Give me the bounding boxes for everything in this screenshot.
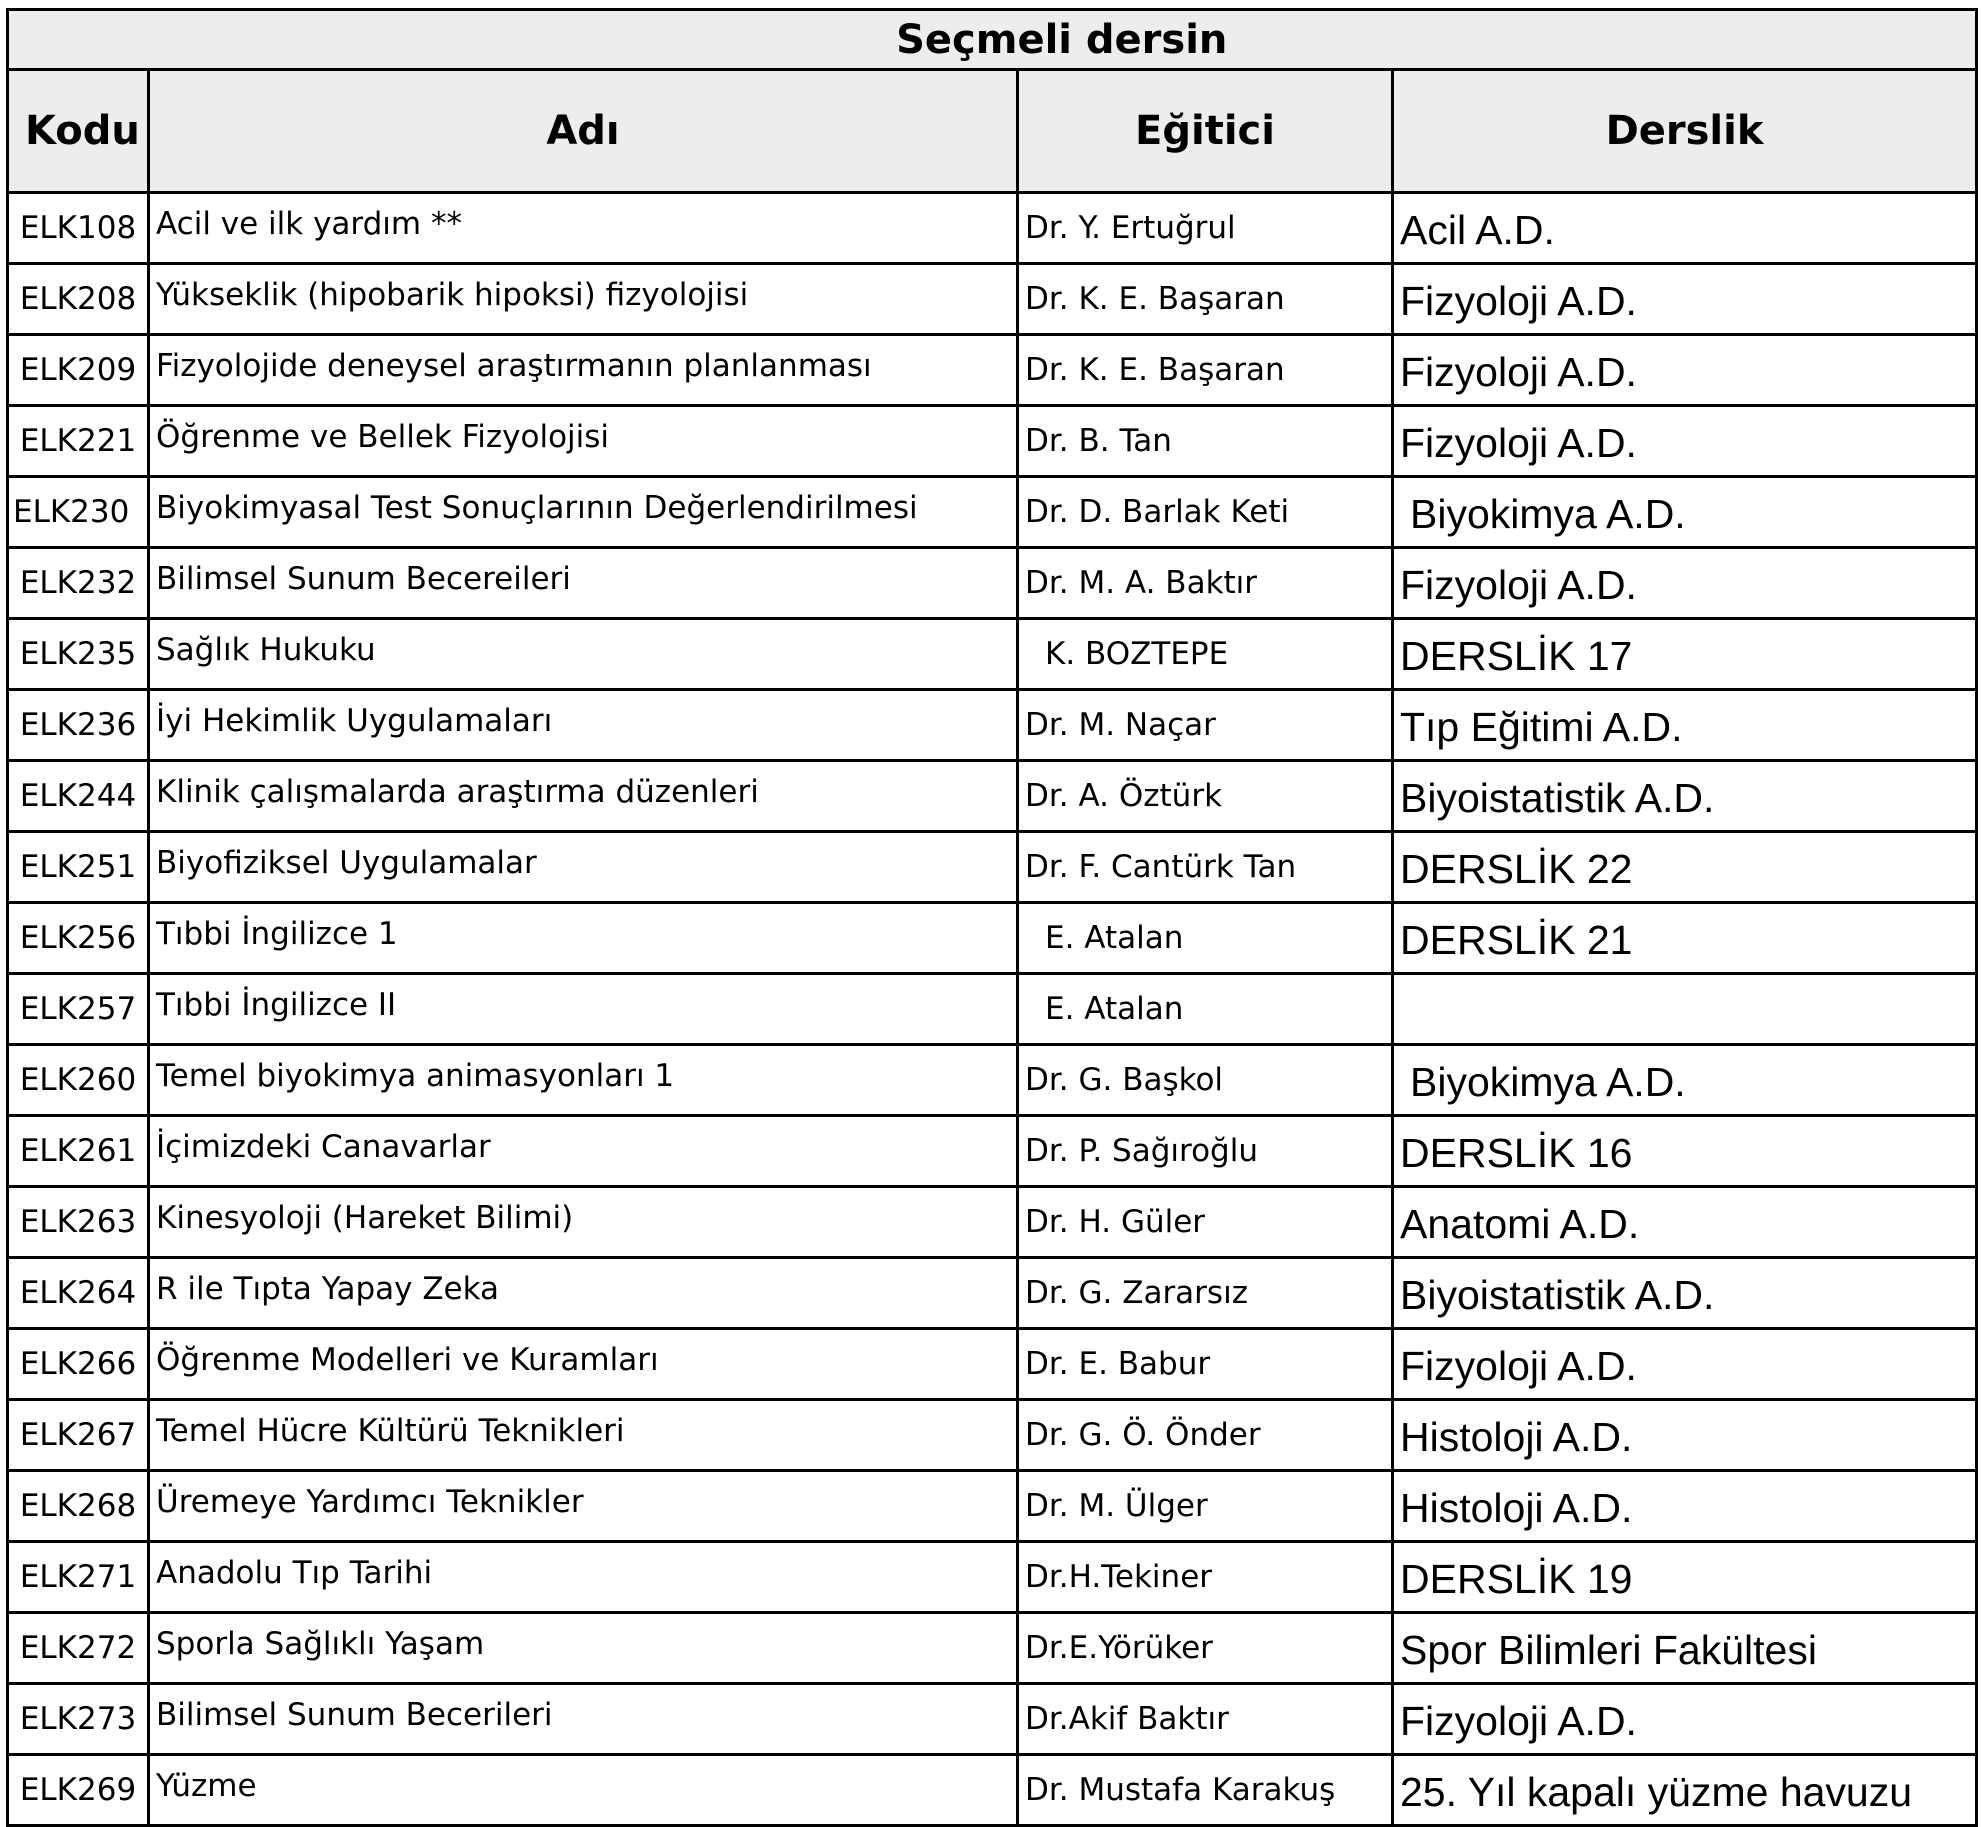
- course-name-cell: İçimizdeki Canavarlar: [149, 1116, 1018, 1187]
- course-teacher-cell: Dr. G. Ö. Önder: [1018, 1400, 1393, 1471]
- course-name-cell: Temel biyokimya animasyonları 1: [149, 1045, 1018, 1116]
- course-teacher-cell: Dr. K. E. Başaran: [1018, 335, 1393, 406]
- course-name-cell: Fizyolojide deneysel araştırmanın planlanması: [149, 335, 1018, 406]
- table-header-row: [8, 70, 1977, 193]
- table-row: [8, 974, 1977, 1045]
- course-room-cell: Fizyoloji A.D.: [1393, 1329, 1977, 1400]
- table-row: [8, 1045, 1977, 1116]
- table-row: [8, 619, 1977, 690]
- course-teacher-cell: E. Atalan: [1018, 974, 1393, 1045]
- table-title-row: [8, 10, 1977, 70]
- course-code-cell: ELK271: [8, 1542, 149, 1613]
- course-code-cell: ELK273: [8, 1684, 149, 1755]
- table-row: [8, 1542, 1977, 1613]
- table-row: [8, 761, 1977, 832]
- course-teacher-cell: Dr. M. Naçar: [1018, 690, 1393, 761]
- course-teacher-cell: Dr. E. Babur: [1018, 1329, 1393, 1400]
- course-name-cell: Sağlık Hukuku: [149, 619, 1018, 690]
- course-name-cell: Acil ve ilk yardım **: [149, 193, 1018, 264]
- course-name-cell: Öğrenme Modelleri ve Kuramları: [149, 1329, 1018, 1400]
- course-teacher-cell: Dr.E.Yörüker: [1018, 1613, 1393, 1684]
- course-code-cell: ELK264: [8, 1258, 149, 1329]
- course-name-cell: Biyokimyasal Test Sonuçlarının Değerlendirilmesi: [149, 477, 1018, 548]
- course-room-cell: Anatomi A.D.: [1393, 1187, 1977, 1258]
- table-row: [8, 1329, 1977, 1400]
- course-name-cell: Biyofiziksel Uygulamalar: [149, 832, 1018, 903]
- course-teacher-cell: E. Atalan: [1018, 903, 1393, 974]
- course-room-cell: Fizyoloji A.D.: [1393, 1684, 1977, 1755]
- course-name-cell: Kinesyoloji (Hareket Bilimi): [149, 1187, 1018, 1258]
- table-row: [8, 1471, 1977, 1542]
- course-name-cell: Öğrenme ve Bellek Fizyolojisi: [149, 406, 1018, 477]
- table-body: [8, 193, 1977, 1826]
- course-room-cell: DERSLİK 19: [1393, 1542, 1977, 1613]
- course-teacher-cell: Dr.Akif Baktır: [1018, 1684, 1393, 1755]
- table-row: [8, 903, 1977, 974]
- table-row: [8, 1187, 1977, 1258]
- table-row: [8, 832, 1977, 903]
- course-room-cell: DERSLİK 16: [1393, 1116, 1977, 1187]
- table-row: [8, 690, 1977, 761]
- course-name-cell: R ile Tıpta Yapay Zeka: [149, 1258, 1018, 1329]
- course-teacher-cell: Dr. P. Sağıroğlu: [1018, 1116, 1393, 1187]
- course-name-cell: Klinik çalışmalarda araştırma düzenleri: [149, 761, 1018, 832]
- course-teacher-cell: Dr. G. Başkol: [1018, 1045, 1393, 1116]
- course-room-cell: Histoloji A.D.: [1393, 1471, 1977, 1542]
- course-room-cell: DERSLİK 22: [1393, 832, 1977, 903]
- course-code-cell: ELK244: [8, 761, 149, 832]
- course-code-cell: ELK267: [8, 1400, 149, 1471]
- header-teacher: Eğitici: [1018, 70, 1393, 193]
- course-code-cell: ELK251: [8, 832, 149, 903]
- course-room-cell: Fizyoloji A.D.: [1393, 548, 1977, 619]
- table-row: [8, 1116, 1977, 1187]
- course-name-cell: Yükseklik (hipobarik hipoksi) fizyolojisi: [149, 264, 1018, 335]
- course-teacher-cell: Dr. G. Zararsız: [1018, 1258, 1393, 1329]
- course-code-cell: ELK236: [8, 690, 149, 761]
- course-code-cell: ELK263: [8, 1187, 149, 1258]
- table-row: [8, 1613, 1977, 1684]
- course-teacher-cell: Dr.H.Tekiner: [1018, 1542, 1393, 1613]
- course-name-cell: Temel Hücre Kültürü Teknikleri: [149, 1400, 1018, 1471]
- elective-course-sheet: [6, 8, 1975, 1827]
- header-room: Derslik: [1393, 70, 1977, 193]
- course-code-cell: ELK108: [8, 193, 149, 264]
- title-spacer-cell: [8, 10, 149, 70]
- table-row: [8, 548, 1977, 619]
- table-title: Seçmeli dersin: [149, 10, 1977, 70]
- course-code-cell: ELK230: [8, 477, 149, 548]
- course-room-cell: DERSLİK 21: [1393, 903, 1977, 974]
- header-name: Adı: [149, 70, 1018, 193]
- course-room-cell: Spor Bilimleri Fakültesi: [1393, 1613, 1977, 1684]
- course-name-cell: Tıbbi İngilizce 1: [149, 903, 1018, 974]
- course-teacher-cell: Dr. Y. Ertuğrul: [1018, 193, 1393, 264]
- course-room-cell: Acil A.D.: [1393, 193, 1977, 264]
- course-name-cell: Tıbbi İngilizce II: [149, 974, 1018, 1045]
- course-room-cell: Fizyoloji A.D.: [1393, 264, 1977, 335]
- course-room-cell: [1393, 974, 1977, 1045]
- course-name-cell: Anadolu Tıp Tarihi: [149, 1542, 1018, 1613]
- course-room-cell: DERSLİK 17: [1393, 619, 1977, 690]
- course-code-cell: ELK221: [8, 406, 149, 477]
- course-teacher-cell: K. BOZTEPE: [1018, 619, 1393, 690]
- course-name-cell: Bilimsel Sunum Becereileri: [149, 548, 1018, 619]
- course-code-cell: ELK269: [8, 1755, 149, 1826]
- course-room-cell: Biyoistatistik A.D.: [1393, 761, 1977, 832]
- course-code-cell: ELK208: [8, 264, 149, 335]
- course-room-cell: Fizyoloji A.D.: [1393, 406, 1977, 477]
- course-name-cell: Yüzme: [149, 1755, 1018, 1826]
- course-code-cell: ELK209: [8, 335, 149, 406]
- table-row: [8, 477, 1977, 548]
- course-teacher-cell: Dr. M. Ülger: [1018, 1471, 1393, 1542]
- course-code-cell: ELK268: [8, 1471, 149, 1542]
- header-code: Kodu: [8, 70, 149, 193]
- course-teacher-cell: Dr. F. Cantürk Tan: [1018, 832, 1393, 903]
- course-room-cell: Biyokimya A.D.: [1393, 477, 1977, 548]
- course-room-cell: Histoloji A.D.: [1393, 1400, 1977, 1471]
- table-row: [8, 1755, 1977, 1826]
- course-room-cell: Biyokimya A.D.: [1393, 1045, 1977, 1116]
- table-row: [8, 264, 1977, 335]
- course-room-cell: Fizyoloji A.D.: [1393, 335, 1977, 406]
- course-room-cell: 25. Yıl kapalı yüzme havuzu: [1393, 1755, 1977, 1826]
- table-row: [8, 193, 1977, 264]
- course-name-cell: Üremeye Yardımcı Teknikler: [149, 1471, 1018, 1542]
- table-row: [8, 1258, 1977, 1329]
- course-code-cell: ELK257: [8, 974, 149, 1045]
- course-teacher-cell: Dr. A. Öztürk: [1018, 761, 1393, 832]
- course-code-cell: ELK232: [8, 548, 149, 619]
- course-teacher-cell: Dr. M. A. Baktır: [1018, 548, 1393, 619]
- course-code-cell: ELK261: [8, 1116, 149, 1187]
- table-row: [8, 1400, 1977, 1471]
- course-teacher-cell: Dr. Mustafa Karakuş: [1018, 1755, 1393, 1826]
- elective-course-table: [6, 8, 1978, 1827]
- table-row: [8, 1684, 1977, 1755]
- course-name-cell: Sporla Sağlıklı Yaşam: [149, 1613, 1018, 1684]
- course-code-cell: ELK235: [8, 619, 149, 690]
- course-room-cell: Biyoistatistik A.D.: [1393, 1258, 1977, 1329]
- course-room-cell: Tıp Eğitimi A.D.: [1393, 690, 1977, 761]
- course-code-cell: ELK260: [8, 1045, 149, 1116]
- course-teacher-cell: Dr. B. Tan: [1018, 406, 1393, 477]
- course-code-cell: ELK256: [8, 903, 149, 974]
- course-code-cell: ELK266: [8, 1329, 149, 1400]
- table-row: [8, 335, 1977, 406]
- course-code-cell: ELK272: [8, 1613, 149, 1684]
- course-teacher-cell: Dr. D. Barlak Keti: [1018, 477, 1393, 548]
- course-teacher-cell: Dr. H. Güler: [1018, 1187, 1393, 1258]
- table-row: [8, 406, 1977, 477]
- course-teacher-cell: Dr. K. E. Başaran: [1018, 264, 1393, 335]
- course-name-cell: İyi Hekimlik Uygulamaları: [149, 690, 1018, 761]
- course-name-cell: Bilimsel Sunum Becerileri: [149, 1684, 1018, 1755]
